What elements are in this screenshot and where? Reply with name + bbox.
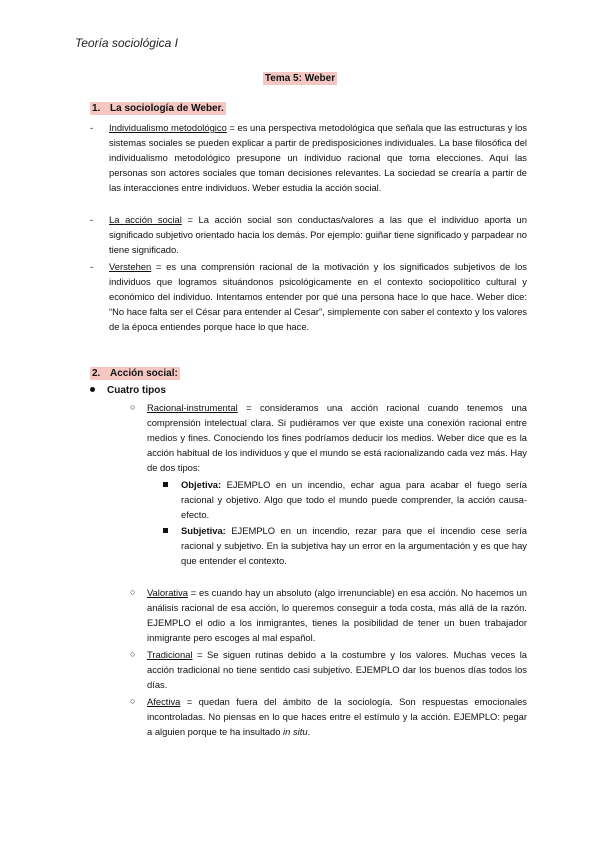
text-objetiva: EJEMPLO en un incendio, echar agua para acabar el fuego sería racional y objetivo. Algo que todo el mundo puede comprender, la acción causa-efecto. [181,479,527,520]
subtype-subjetiva [163,523,527,568]
text-accion-social: = La acción social son conductas/valores a las que el individuo aporta un significado subjetivo orientado hacia los demás. Por ejemplo: guiñar tiene significado y parpadear no tiene significado. [109,214,527,255]
section-2-title: Acción social: [110,368,178,379]
circle-bullet-icon: ○ [130,696,136,706]
text-valorativa: = es cuando hay un absoluto (algo irrenunciable) en esa acción. No hacemos un análisis racional de esa acción, lo queremos conseguir a toda costa, más allá de la razón. EJEMPLO el odio a los inmigrantes, tienes la posibilidad de tener un buen trabajador inmigrante pero escoges al mal español. [147,587,527,643]
term-valorativa: Valorativa [147,587,188,598]
section-1-title: La sociología de Weber. [110,103,224,114]
term-subjetiva: Subjetiva: [181,525,226,536]
page-title [0,73,600,84]
bullet-dot-icon [90,387,95,392]
section-2-number: 2. [92,368,101,379]
section-1-highlight [90,102,226,115]
term-verstehen: Verstehen [109,261,152,272]
term-objetiva: Objetiva: [181,479,222,490]
dash-marker: - [90,214,94,225]
section-1-number: 1. [92,103,101,114]
list-item-verstehen [90,259,527,334]
square-bullet-icon [163,482,168,487]
text-afectiva: = quedan fuera del ámbito de la sociología. Son respuestas emocionales incontroladas. No piensas en lo que haces entre el estímulo y la acción. EJEMPLO: pegar a alguien porque te ha insultado [147,696,527,737]
text-subjetiva: EJEMPLO en un incendio, rezar para que el incendio cese sería racional y subjetivo. En la subjetiva hay un error en la argumentación y es que hay que entender el contexto. [181,525,527,566]
list-item-accion-social [90,212,527,257]
text-verstehen: = es una comprensión racional de la motivación y los significados subjetivos de los individuos que logramos situándonos psicológicamente en el contexto sociopolítico cultural y económico del individuo. Intentamos entender por qué una persona hace lo que hace. Weber dice: “No hace falta ser el César para entender al Cesar”, simplemente con saber el contexto y los valores de la época entiendes porque hace lo que hace. [109,261,527,332]
term-racional: Racional-instrumental [147,402,238,413]
circle-bullet-icon: ○ [130,649,136,659]
term-afectiva: Afectiva [147,696,181,707]
text-tradicional: = Se siguen rutinas debido a la costumbre y los valores. Muchas veces la acción tradicional no tiene sentido casi subjetivo. EJEMPLO dar los buenos días todos los días. [147,649,527,690]
bullet-cuatro-tipos-text: Cuatro tipos [107,385,166,396]
type-afectiva [130,694,527,739]
page-title-text: Tema 5: Weber [264,73,336,84]
bullet-cuatro-tipos [90,385,166,396]
type-racional-instrumental [130,400,527,475]
circle-bullet-icon: ○ [130,402,136,412]
document-header: Teoría sociológica I [75,36,178,50]
circle-bullet-icon: ○ [130,587,136,597]
text-racional: = consideramos una acción racional cuando tenemos una comprensión intelectual clara. Si pudiéramos ver que existe una conexión racional entre medios y fines. Conociendo los fines podríamos deducir los medios. Weber dice que es la acción habitual de los individuos y que el mundo se está racionalizando cada vez más. Hay de dos tipos: [147,402,527,473]
section-1-heading [90,103,226,114]
text-individualismo: = es una perspectiva metodológica que señala que las estructuras y los sistemas sociales se pueden explicar a partir de predisposiciones individuales. La base filosófica del individualismo metodológico presupone un individuo racional que toma elecciones. Aquí las personas son actores sociales que toman decisiones relevantes. La sociedad se crearía a partir de las interacciones entre individuos. Weber estudia la acción social. [109,122,527,193]
term-accion-social: La acción social [109,214,182,225]
dash-marker: - [90,122,94,133]
square-bullet-icon [163,528,168,533]
text-afectiva-italic: in situ [283,726,308,737]
type-tradicional [130,647,527,692]
section-2-heading [90,368,180,379]
list-item-individualismo [90,120,527,195]
dash-marker: - [90,261,94,272]
section-2-highlight [90,367,180,380]
term-individualismo: Individualismo metodológico [109,122,227,133]
text-afectiva-end: . [307,726,311,737]
type-valorativa [130,585,527,645]
term-tradicional: Tradicional [147,649,193,660]
subtype-objetiva [163,477,527,522]
